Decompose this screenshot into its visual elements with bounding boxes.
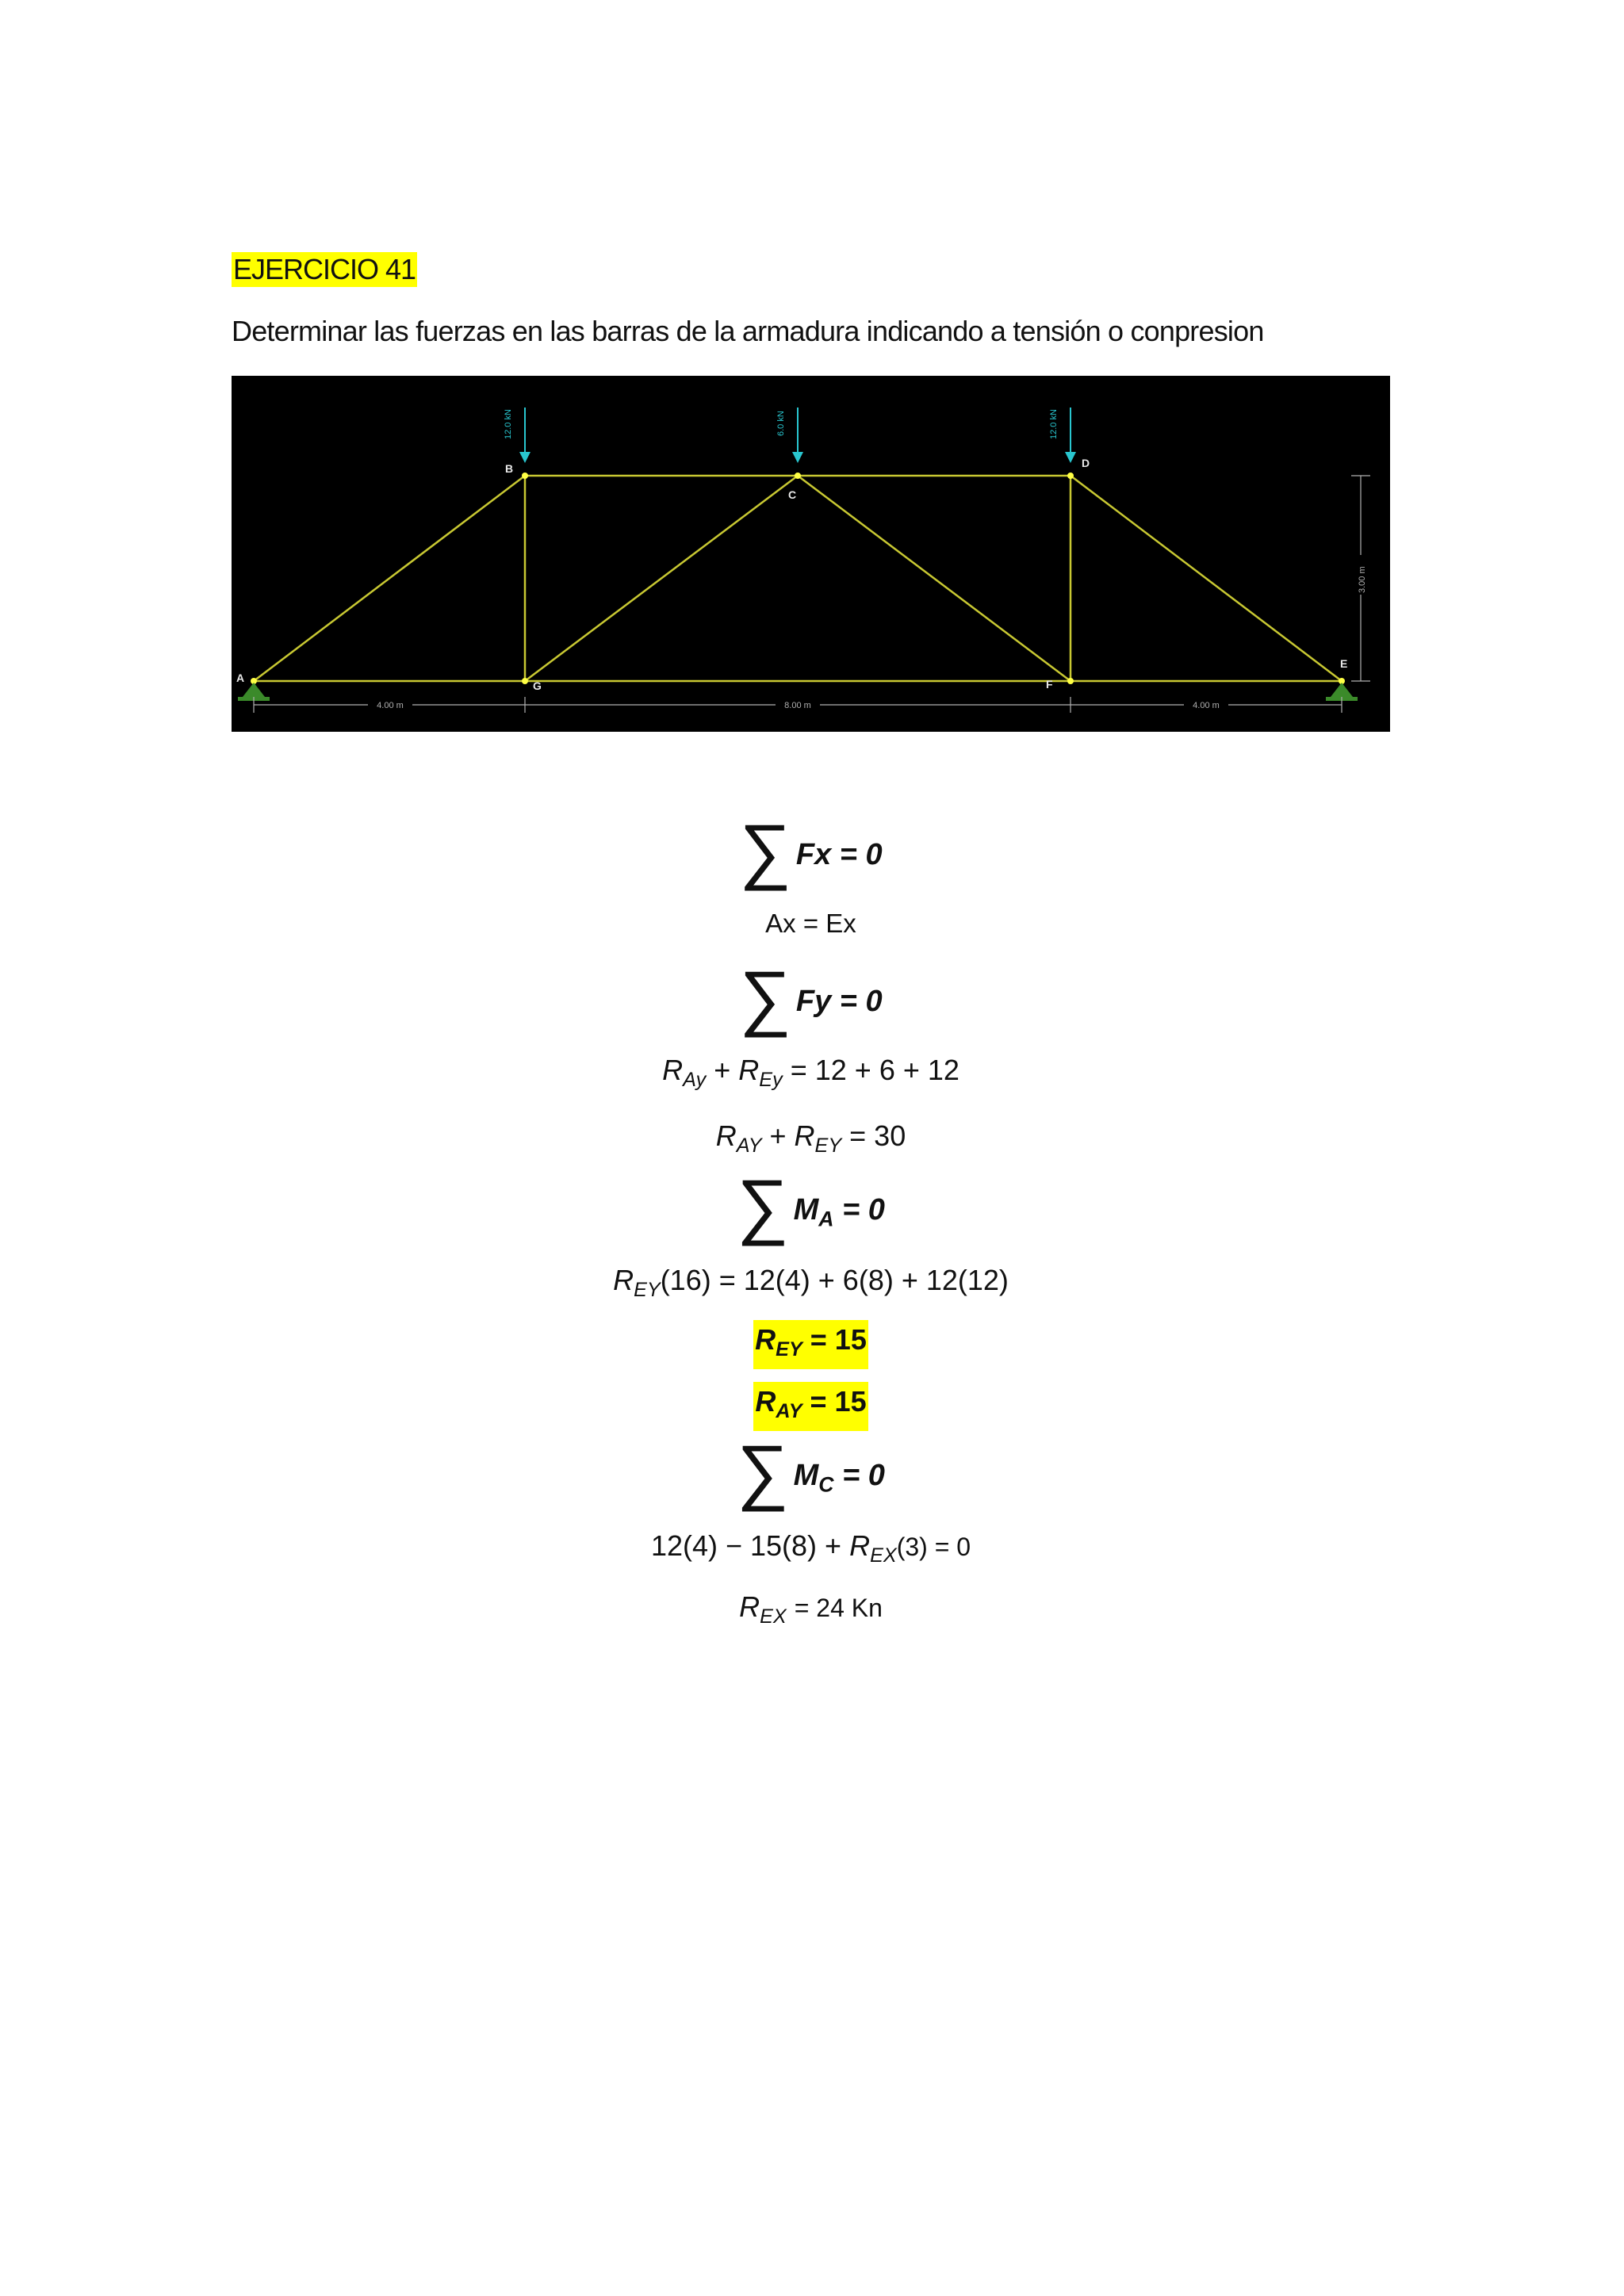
rey-result: $R_{EY} = 15$ <box>232 1320 1390 1369</box>
load-arrow-d <box>1049 408 1076 463</box>
node-d <box>1067 473 1074 479</box>
node-b <box>522 473 528 479</box>
sigma-symbol: ∑ <box>737 1431 789 1512</box>
dimension-fe: 4.00 m <box>1193 701 1220 710</box>
ray-result: $R_{AY} = 15$ <box>232 1382 1390 1431</box>
load-arrow-b <box>504 408 530 463</box>
load-label-c: 6.0 kN <box>776 411 786 436</box>
truss-diagram <box>232 376 1390 732</box>
member-gc <box>525 476 798 681</box>
ma-equation: $R_{EY}(16) = 12(4) + 6(8) + 12(12)$ <box>613 1264 1009 1302</box>
truss-members <box>254 476 1342 681</box>
load-label-b: 12.0 kN <box>504 409 513 439</box>
sigma-symbol: ∑ <box>739 810 791 891</box>
node-label-e: E <box>1340 657 1348 670</box>
rex-result: $R_{EX} = 24$ Kn <box>739 1590 883 1628</box>
sigma-symbol: ∑ <box>737 1165 789 1246</box>
dimension-height: 3.00 m <box>1358 566 1367 593</box>
dimension-ag: 4.00 m <box>377 701 404 710</box>
node-label-a: A <box>236 672 245 684</box>
fy-eq1-rhs: = 12 + 6 + 12 <box>790 1054 959 1086</box>
sum-ma-text: = 0 <box>842 1193 885 1226</box>
rey-value: = 15 <box>810 1323 867 1356</box>
member-cf <box>798 476 1071 681</box>
mc-eq-tail: (3) = 0 <box>896 1533 971 1561</box>
problem-statement: Determinar las fuerzas en las barras de la armadura indicando a tensión o conpresion <box>232 315 1264 347</box>
ma-eq-rhs: (16) = 12(4) + 6(8) + 12(12) <box>660 1264 1009 1296</box>
load-label-d: 12.0 kN <box>1049 409 1059 439</box>
node-label-g: G <box>533 679 542 692</box>
fy-eq2-rhs: = 30 <box>849 1119 906 1152</box>
fy-equation-2: $R_{AY} + R_{EY} = 30$ <box>715 1119 906 1158</box>
node-g <box>522 678 528 684</box>
fx-result-text: Ax = Ex <box>765 909 856 938</box>
fx-result-line <box>232 904 1390 943</box>
rex-value: = 24 Kn <box>794 1594 883 1622</box>
member-ab <box>254 476 525 681</box>
sum-fy-equation <box>232 957 1390 1038</box>
node-label-c: C <box>788 488 797 501</box>
exercise-title: EJERCICIO 41 <box>233 253 416 285</box>
load-arrow-c <box>776 408 803 463</box>
truss-nodes <box>251 473 1348 684</box>
node-label-f: F <box>1046 678 1053 691</box>
node-label-d: D <box>1082 457 1090 469</box>
truss-figure <box>232 376 1390 732</box>
sum-fx-equation <box>232 810 1390 891</box>
dimension-gf: 8.00 m <box>784 701 811 710</box>
node-label-b: B <box>505 462 514 475</box>
fy-equation-1: $R_{Ay} + R_{Ey} = 12 + 6 + 12$ <box>662 1054 959 1092</box>
sum-fx-text: Fx = 0 <box>795 838 883 871</box>
node-f <box>1067 678 1074 684</box>
sum-ma-equation: ∑ $M_A = 0$ <box>737 1165 885 1246</box>
sigma-symbol: ∑ <box>739 957 791 1038</box>
ray-value: = 15 <box>810 1385 867 1418</box>
sum-mc-text: = 0 <box>842 1459 885 1492</box>
node-c <box>795 473 801 479</box>
sum-fy-text: Fy = 0 <box>795 985 883 1018</box>
member-de <box>1071 476 1342 681</box>
mc-equation: $12(4) - 15(8) + R_{EX}(3) = 0$ <box>650 1529 971 1567</box>
mc-eq-lhs: 12(4) − 15(8) + <box>650 1529 850 1562</box>
sum-mc-equation: ∑ $M_C = 0$ <box>737 1431 885 1512</box>
